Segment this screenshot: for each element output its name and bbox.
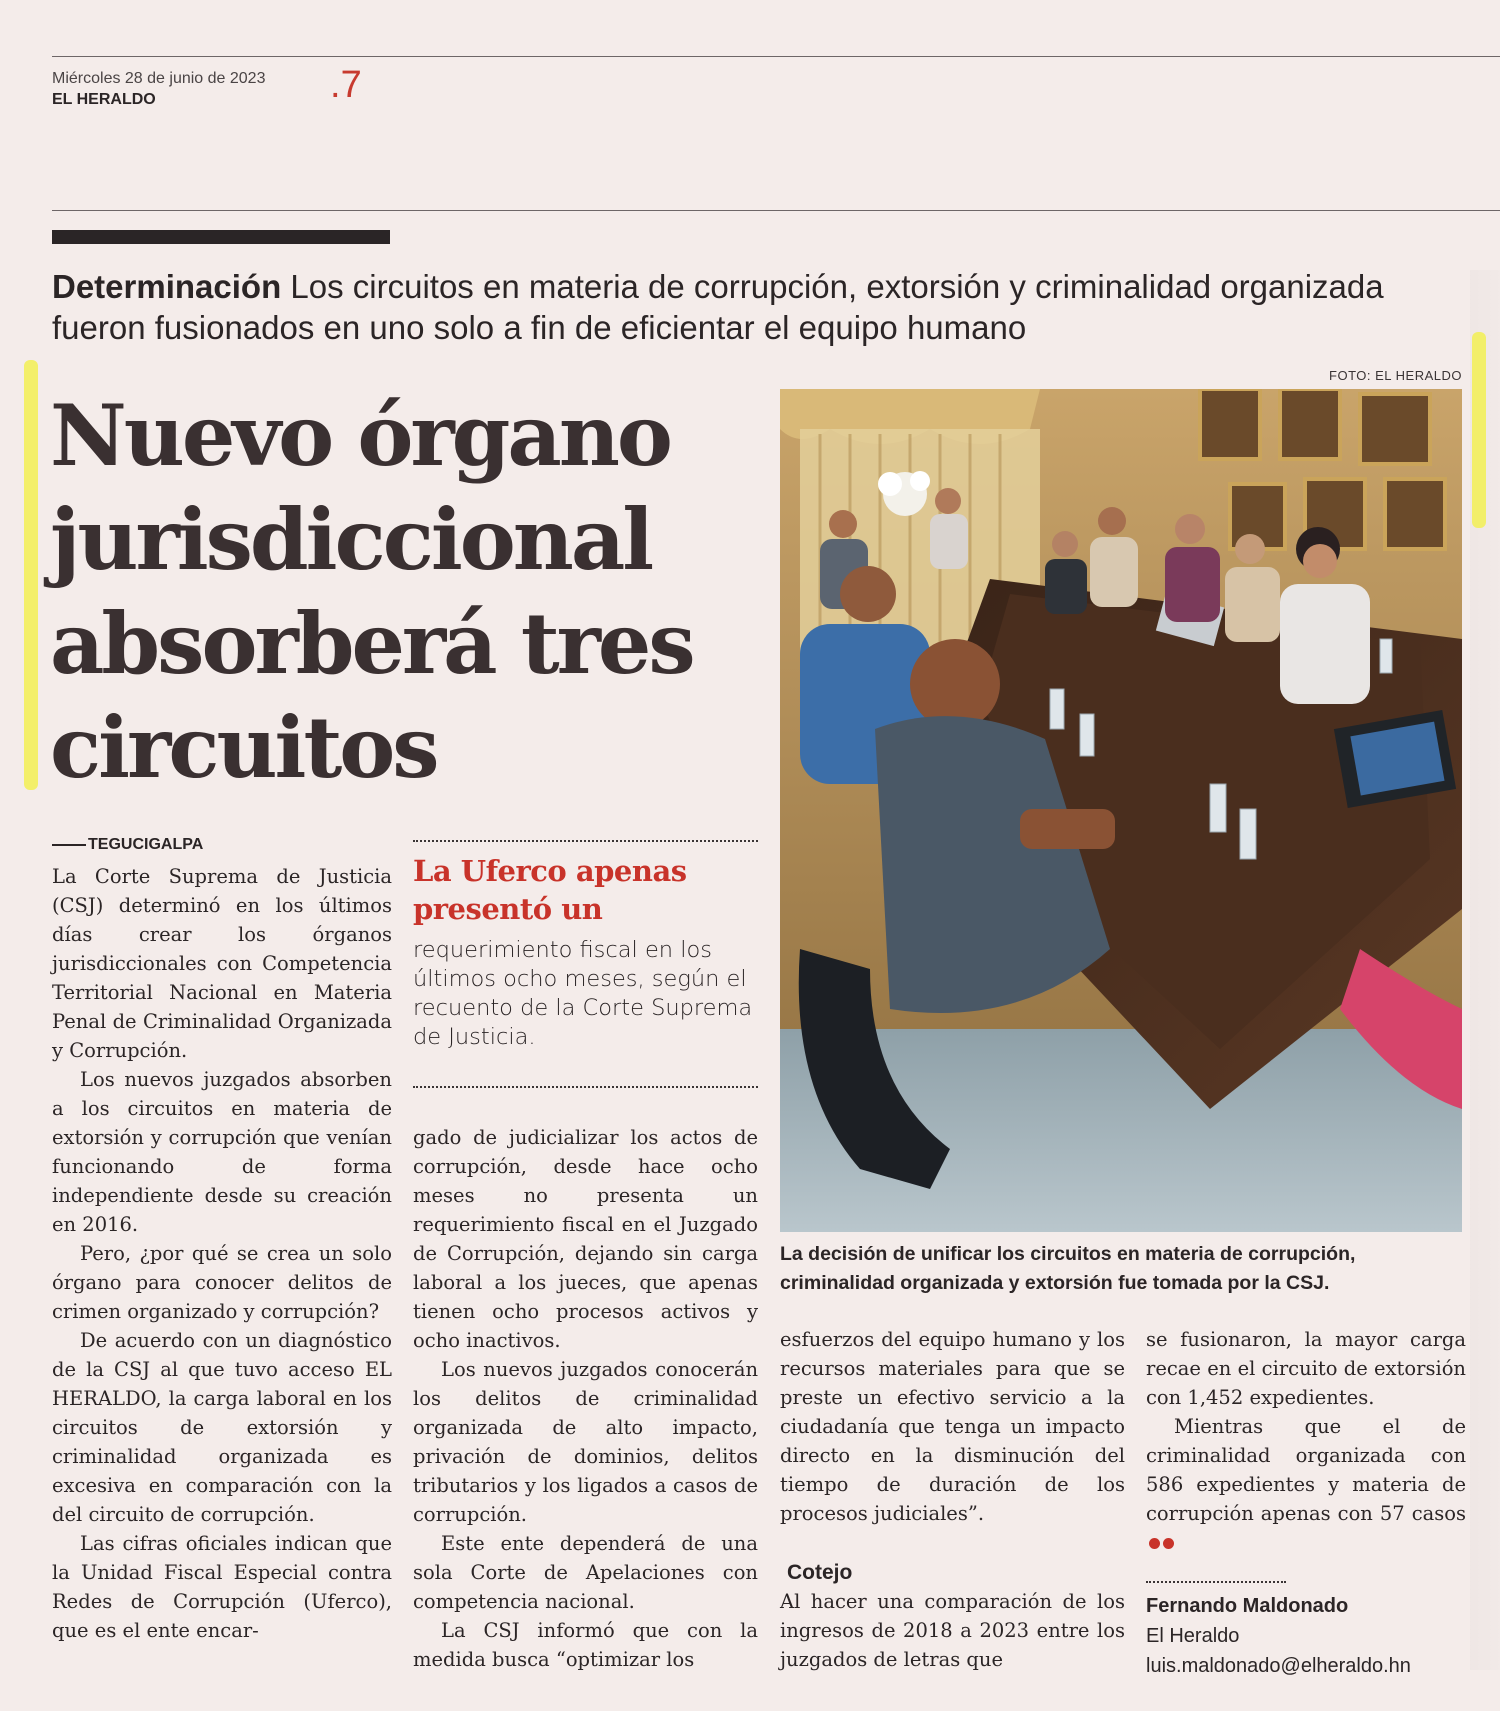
body-column-1 [52, 862, 392, 1645]
dateline [52, 836, 203, 854]
top-rule [52, 56, 1500, 57]
page-number-value: 7 [340, 64, 362, 106]
paragraph: Este ente dependerá de una sola Corte de Apelaciones con competencia nacional. [413, 1532, 758, 1613]
paragraph: La Corte Suprema de Justicia (CSJ) determinó en los últimos días crear los órganos jurisdiccionales con Competencia Territorial Nacional en Materia Penal de Criminalidad Organizada y Corrupción. [52, 865, 392, 1062]
deck-label: Determinación [52, 268, 282, 305]
byline-name-text: Fernando Maldonado [1146, 1595, 1349, 1617]
page-number-dot: . [330, 64, 341, 106]
deck-text: Los circuitos en materia de corrupción, extorsión y criminalidad organizada fueron fusionados en uno solo a fin de eficientar el equipo humano [52, 268, 1384, 346]
meeting-photo [780, 389, 1462, 1232]
body-column-4 [1146, 1325, 1466, 1557]
issue-date: Miércoles 28 de junio de 2023 [52, 70, 266, 87]
paragraph: Los nuevos juzgados conocerán los delitos de criminalidad organizada de alto impacto, privación de dominios, delitos tributarios y los ligados a casos de corrupción. [413, 1358, 758, 1526]
header-rule [52, 210, 1500, 211]
paragraph: Al hacer una comparación de los ingresos de 2018 a 2023 entre los juzgados de letras que [780, 1590, 1125, 1671]
dateline-text: TEGUCIGALPA [88, 836, 204, 853]
paragraph-text: Mientras que el de criminalidad organizada con 586 expedientes y materia de corrupción apenas con 57 casos [1146, 1415, 1466, 1525]
paragraph: Los nuevos juzgados absorben a los circuitos en materia de extorsión y corrupción que venían funcionando de forma independiente desde su creación en 2016. [52, 1068, 392, 1236]
pull-quote-top-rule [413, 840, 758, 842]
paragraph [1146, 1412, 1466, 1557]
body-column-3-continued [780, 1587, 1125, 1674]
highlighter-mark-left [24, 360, 38, 790]
end-mark-icon [1149, 1538, 1160, 1549]
page-number [330, 64, 362, 107]
meeting-photo-image [780, 389, 1462, 1232]
byline-name [1146, 1591, 1411, 1621]
photo-caption: La decisión de unificar los circuitos en materia de corrupción, criminalidad organizada y extorsión fue tomada por la CSJ. [780, 1243, 1356, 1294]
pull-quote-bottom-rule [413, 1086, 758, 1088]
paragraph: Las cifras oficiales indican que la Unidad Fiscal Especial contra Redes de Corrupción (Uferco), que es el ente encar- [52, 1532, 392, 1642]
subhead: Cotejo [787, 1561, 853, 1584]
paragraph: De acuerdo con un diagnóstico de la CSJ al que tuvo acceso EL HERALDO, la carga laboral en los circuitos de extorsión y criminalidad organizada es excesiva en comparación con la del circuito de corrupción. [52, 1329, 392, 1526]
paragraph: Pero, ¿por qué se crea un solo órgano para conocer delitos de crimen organizado y corrupción? [52, 1242, 392, 1323]
photo-credit: FOTO: EL HERALDO [1329, 368, 1462, 383]
byline-outlet: El Heraldo [1146, 1625, 1240, 1647]
pull-quote-text: requerimiento fiscal en los últimos ocho meses, según el recuento de la Corte Suprema de Justicia. [413, 937, 753, 1050]
byline-rule [1146, 1581, 1286, 1583]
end-mark-icon [1163, 1538, 1174, 1549]
paragraph: La CSJ informó que con la medida busca “optimizar los [413, 1619, 758, 1671]
deck [52, 266, 1432, 348]
body-column-2 [413, 1123, 758, 1674]
headline: Nuevo órgano jurisdiccional absorberá tres circuitos [50, 386, 693, 797]
newspaper-name: EL HERALDO [52, 91, 156, 108]
paragraph: esfuerzos del equipo humano y los recursos materiales para que se preste un efectivo servicio a la ciudadanía que tenga un impacto directo en la disminución del tiempo de duración de los procesos judiciales”. [780, 1328, 1125, 1525]
paragraph: se fusionaron, la mayor carga recae en el circuito de extorsión con 1,452 expedientes. [1146, 1328, 1466, 1409]
body-column-3 [780, 1325, 1125, 1528]
byline [1146, 1591, 1411, 1681]
paragraph: gado de judicializar los actos de corrupción, desde hace ocho meses no presenta un requerimiento fiscal en el Juzgado de Corrupción, dejando sin carga laboral a los jueces, que apenas tienen ocho procesos activos y ocho inactivos. [413, 1126, 758, 1352]
section-bar [52, 230, 390, 244]
byline-email[interactable]: luis.maldonado@elheraldo.hn [1146, 1655, 1411, 1677]
pull-quote-highlight: La Uferco apenas presentó un [413, 854, 687, 926]
dateline-rule [52, 844, 86, 846]
highlighter-mark-right [1472, 332, 1486, 528]
